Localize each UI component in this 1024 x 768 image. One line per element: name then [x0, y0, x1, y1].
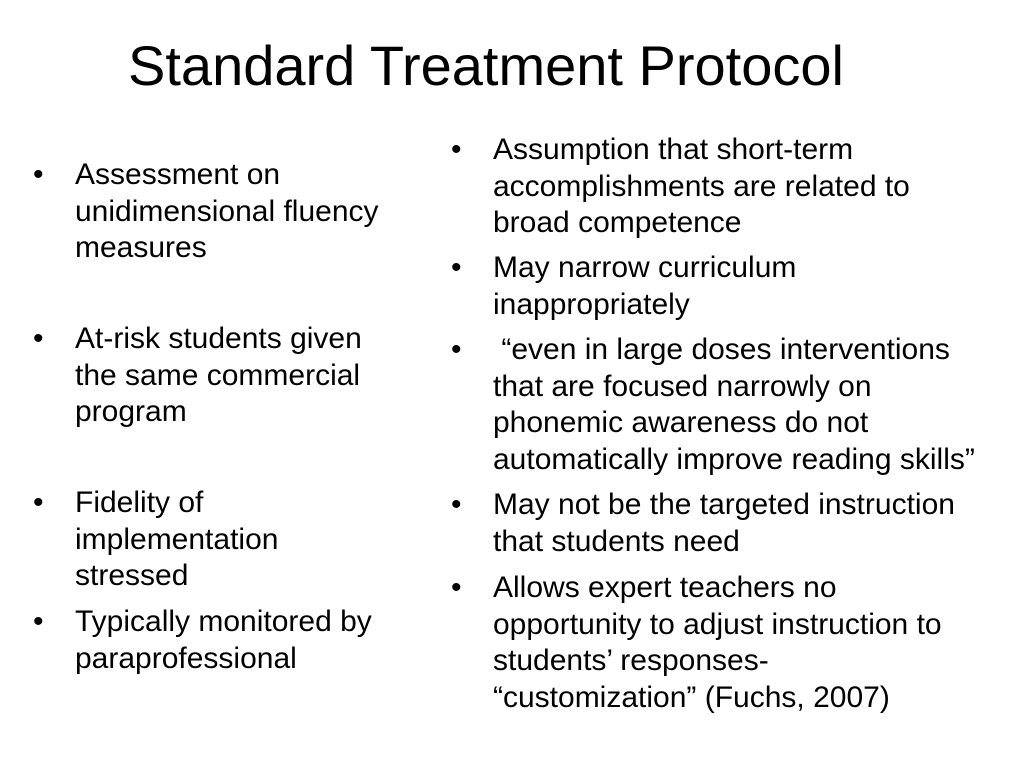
bullet-text: [75, 604, 372, 677]
slide-title: Standard Treatment Protocol: [128, 34, 844, 97]
right-bullet-item: [451, 570, 942, 716]
bullet-marker: •: [451, 333, 462, 366]
bullet-text-line: students’ responses-: [493, 644, 769, 677]
bullet-text: [493, 570, 942, 716]
bullet-text: [75, 321, 362, 431]
bullet-text-line: May not be the targeted instruction: [493, 488, 955, 521]
bullet-text-line: implementation: [75, 522, 279, 556]
bullet-text: [493, 487, 955, 560]
bullet-marker: •: [451, 133, 462, 166]
bullet-text-line: May narrow curriculum: [493, 251, 797, 284]
bullet-marker: •: [33, 158, 44, 191]
bullet-text: [75, 485, 278, 595]
bullet-text-line: “even in large doses interventions: [493, 333, 950, 366]
bullet-text-line: that students need: [493, 524, 740, 558]
bullet-text: [493, 250, 796, 323]
bullet-text-line: inappropriately: [493, 287, 690, 321]
bullet-text-line: phonemic awareness do not: [493, 406, 869, 439]
bullet-text-line: Assumption that short-term: [493, 133, 854, 166]
bullet-text: [493, 332, 975, 478]
bullet-text-line: opportunity to adjust instruction to: [493, 607, 942, 641]
left-bullet-item: [33, 321, 362, 431]
right-bullet-item: [451, 332, 975, 478]
bullet-text: [493, 132, 910, 242]
bullet-marker: •: [451, 571, 462, 604]
right-bullet-item: [451, 132, 910, 242]
bullet-marker: •: [33, 605, 44, 638]
bullet-text-line: At-risk students given: [75, 322, 362, 355]
bullet-text-line: stressed: [75, 559, 189, 592]
bullet-text-line: that are focused narrowly on: [493, 369, 872, 403]
bullet-text-line: “customization” (Fuchs, 2007): [493, 680, 890, 714]
right-bullet-item: [451, 250, 796, 323]
bullet-marker: •: [33, 322, 44, 355]
bullet-text-line: the same commercial: [75, 358, 361, 392]
bullet-text-line: broad competence: [493, 206, 742, 239]
bullet-text-line: accomplishments are related to: [493, 169, 910, 203]
bullet-text-line: Allows expert teachers no: [493, 571, 837, 604]
bullet-text-line: Assessment on: [75, 158, 281, 191]
left-bullet-item: [33, 485, 278, 595]
bullet-marker: •: [451, 251, 462, 284]
bullet-text-line: Typically monitored by: [75, 605, 372, 638]
bullet-marker: •: [33, 486, 44, 519]
bullet-marker: •: [451, 488, 462, 521]
left-bullet-item: [33, 604, 372, 677]
bullet-text-line: paraprofessional: [75, 641, 297, 675]
bullet-text: [75, 157, 379, 267]
bullet-text-line: measures: [75, 231, 207, 264]
right-bullet-item: [451, 487, 955, 560]
bullet-text-line: automatically improve reading skills”: [493, 442, 975, 476]
bullet-text-line: unidimensional fluency: [75, 194, 379, 228]
left-bullet-item: [33, 157, 379, 267]
bullet-text-line: Fidelity of: [75, 486, 204, 519]
bullet-text-line: program: [75, 395, 187, 428]
